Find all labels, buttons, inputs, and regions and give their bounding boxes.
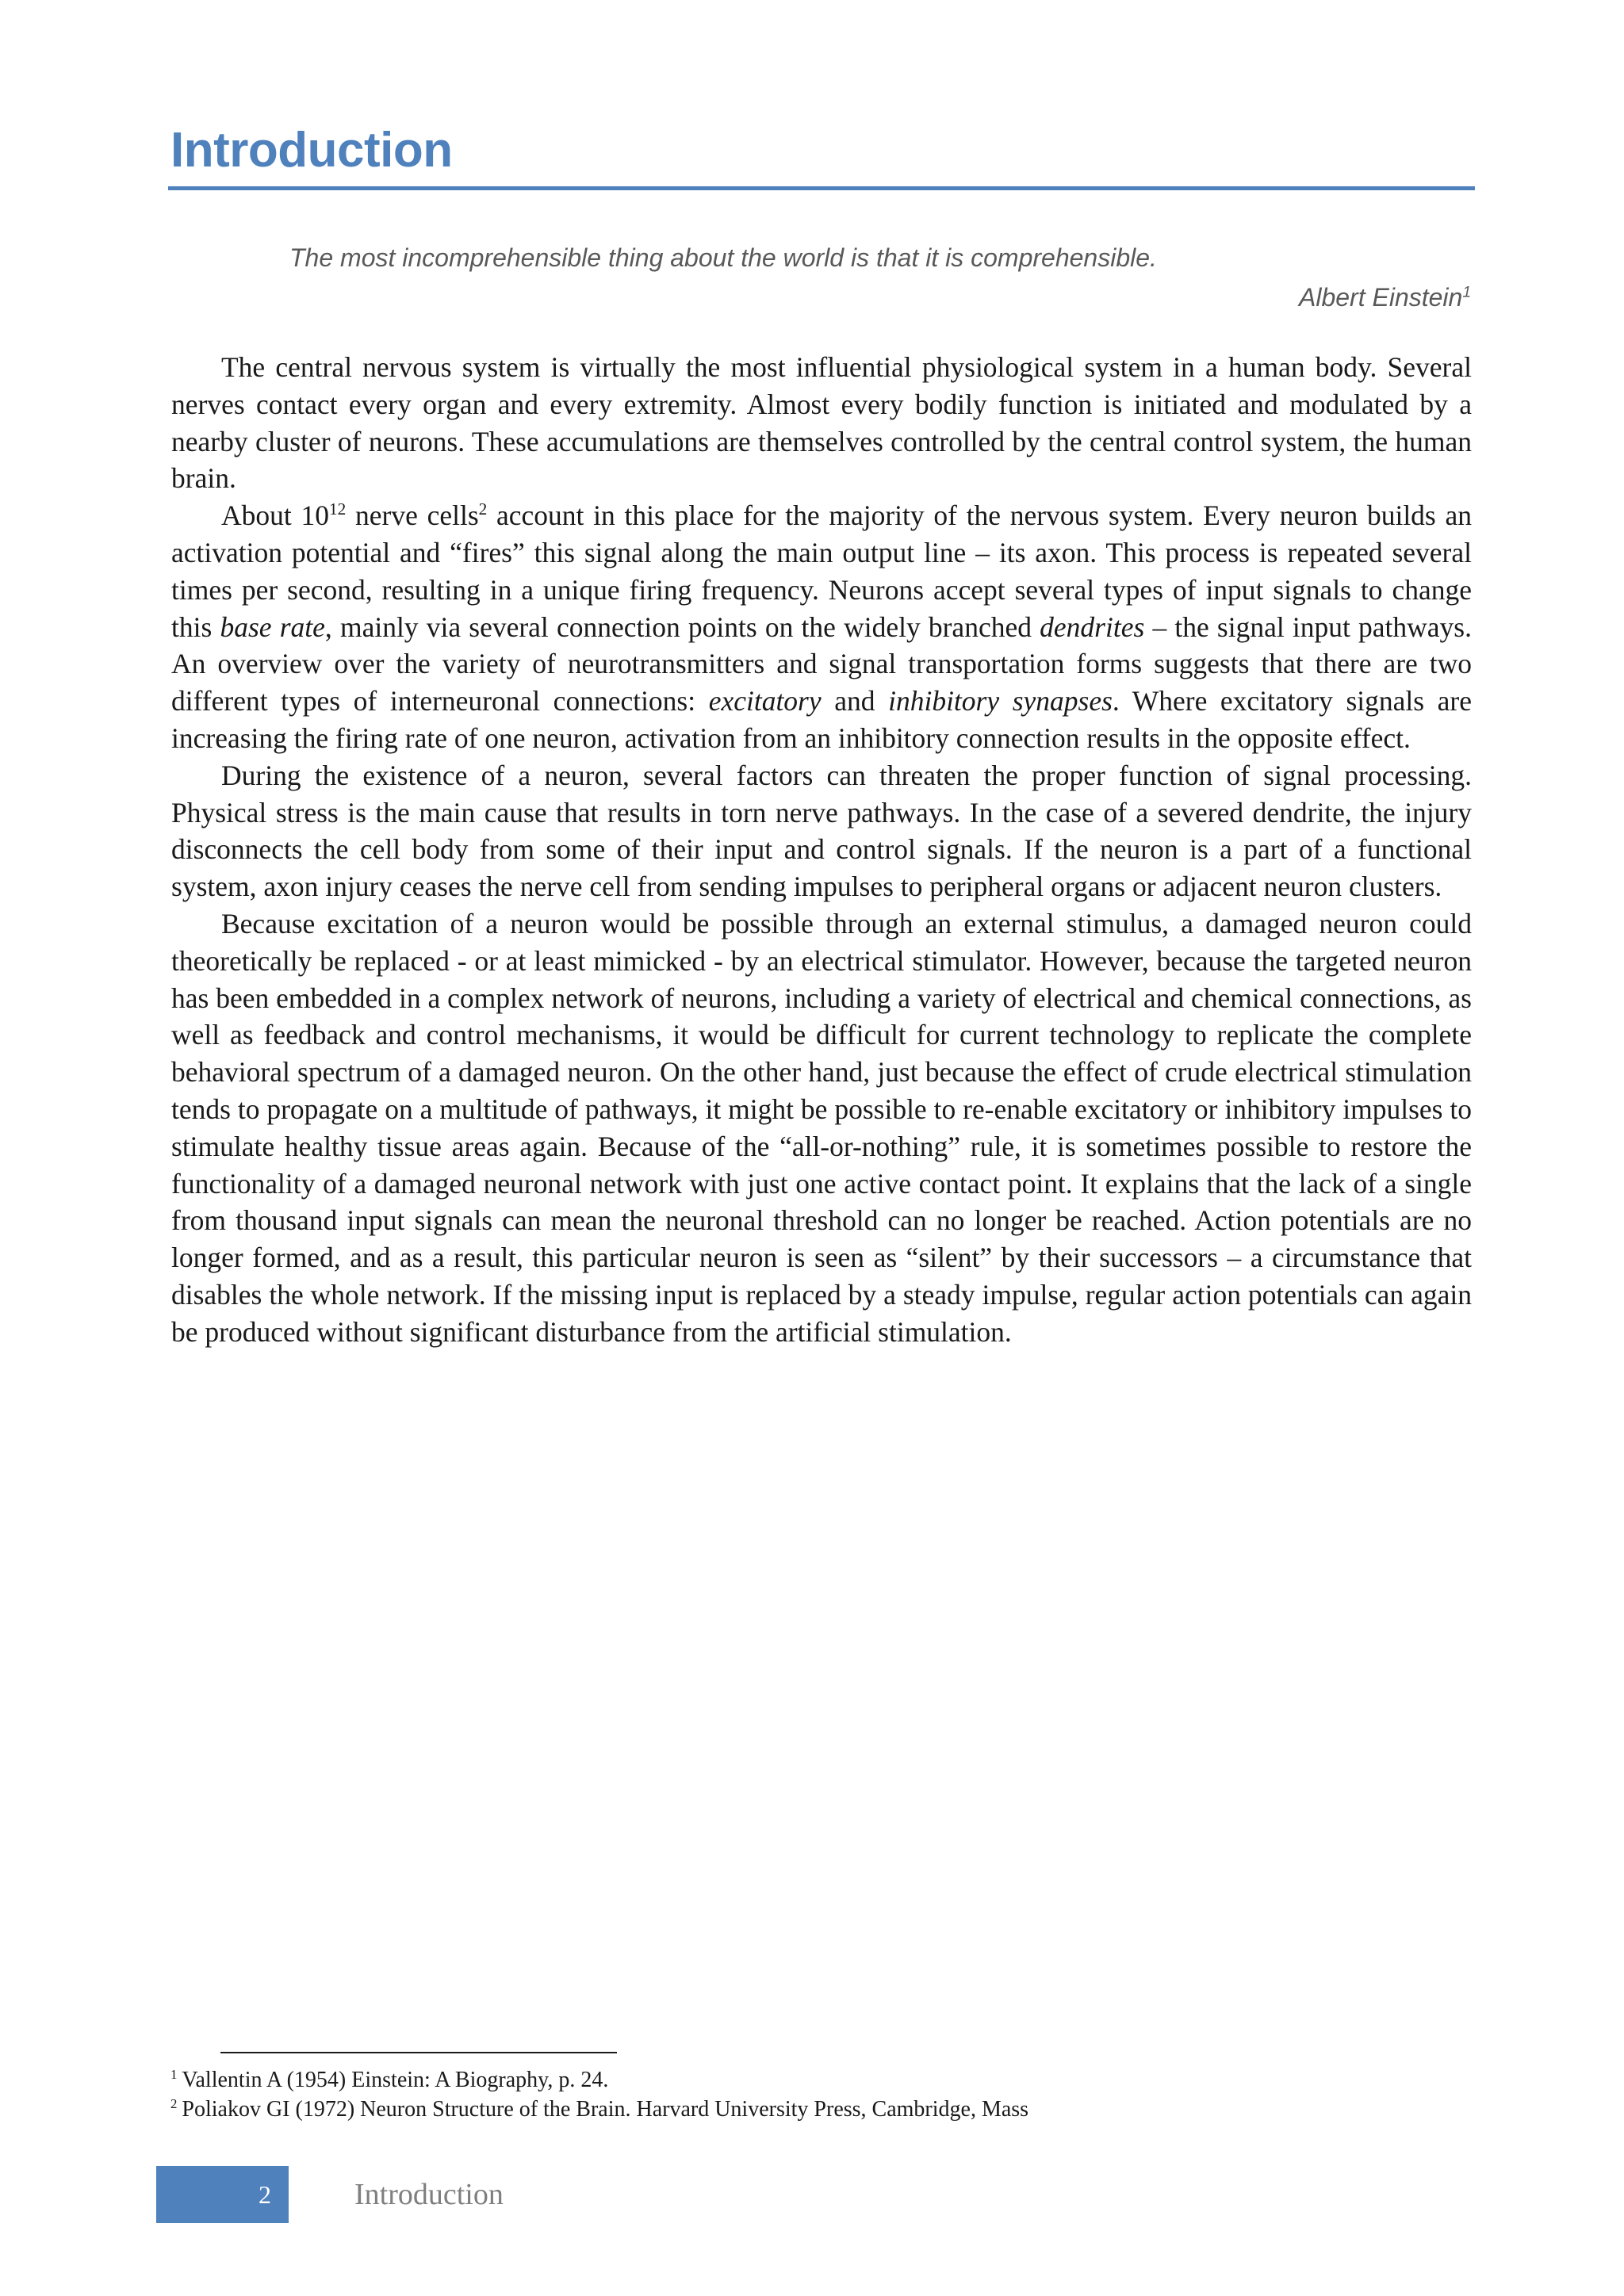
page-number: 2 bbox=[156, 2166, 289, 2223]
footnote-1-text: Vallentin A (1954) Einstein: A Biography, p. 24. bbox=[182, 2068, 609, 2092]
paragraph-1: The central nervous system is virtually the most influential physiological system in a human body. Several nerves contact every organ and every extremity. Almost every bodily function is initiated and modulated by a nearby cluster of neurons. These accumulations are themselves controlled by the central control system, the human brain. bbox=[171, 351, 1472, 495]
body-text bbox=[171, 349, 1472, 1351]
footnote-separator bbox=[220, 2052, 617, 2053]
footnote-2 bbox=[170, 2095, 1471, 2124]
p2-text-c: account in this place for the majority of the nervous system. Every neuron builds an activation potential and “fires” this signal along the main output line – its axon. This process is repeated several times per second, resulting in a unique firing frequency. Neurons accept several types of input signals to change this bbox=[171, 499, 1472, 643]
p2-text-f: and bbox=[821, 685, 889, 718]
footnote-2-text: Poliakov GI (1972) Neuron Structure of the Brain. Harvard University Press, Cambridge, Mass bbox=[182, 2097, 1029, 2122]
footnote-ref-1: 1 bbox=[1462, 284, 1471, 301]
epigraph bbox=[170, 238, 1471, 317]
paragraph-3: During the existence of a neuron, several factors can threaten the proper function of signal processing. Physical stress is the main cause that results in torn nerve pathways. In the case of a severed dendrite, the injury disconnects the cell body from some of their input and control signals. If the neuron is a part of a functional system, axon injury ceases the nerve cell from sending impulses to peripheral organs or adjacent neuron clusters. bbox=[171, 759, 1472, 903]
footnote-ref-2: 2 bbox=[478, 499, 488, 519]
paragraph-2 bbox=[171, 497, 1472, 757]
epigraph-author bbox=[170, 277, 1471, 317]
heading-underline bbox=[168, 186, 1475, 190]
page-heading: Introduction bbox=[170, 123, 453, 178]
footnote-1 bbox=[170, 2065, 1471, 2095]
exponent: 12 bbox=[328, 499, 347, 519]
p2-text-e: – the signal input pathways. An overview over the variety of neurotransmitters and signal transportation forms suggests that there are two different types of interneuronal connections: bbox=[171, 610, 1472, 718]
p2-text-d: , mainly via several connection points on the widely branched bbox=[324, 610, 1040, 643]
epigraph-quote: The most incomprehensible thing about the world is that it is comprehensible. bbox=[289, 243, 1157, 272]
p2-text-g: . Where excitatory signals are increasing the firing rate of one neuron, activation from an inhibitory connection results in the opposite effect. bbox=[171, 685, 1472, 754]
p2-text-a: About 10 bbox=[221, 499, 329, 532]
term-inhibitory-synapses: inhibitory synapses bbox=[888, 685, 1113, 718]
term-dendrites: dendrites bbox=[1040, 610, 1145, 643]
term-excitatory: excitatory bbox=[708, 685, 822, 718]
term-base-rate: base rate bbox=[220, 610, 325, 643]
paragraph-4: Because excitation of a neuron would be possible through an external stimulus, a damaged neuron could theoretically be replaced - or at least mimicked - by an electrical stimulator. However, because the targeted neuron has been embedded in a complex network of neurons, including a variety of electrical and chemical connections, as well as feedback and control mechanisms, it would be difficult for current technology to replicate the complete behavioral spectrum of a damaged neuron. On the other hand, just because the effect of crude electrical stimulation tends to propagate on a multitude of pathways, it might be possible to re-enable excitatory or inhibitory impulses to stimulate healthy tissue areas again. Because of the “all-or-nothing” rule, it is sometimes possible to restore the functionality of a damaged neuronal network with just one active contact point. It explains that the lack of a single from thousand input signals can mean the neuronal threshold can no longer be reached. Action potentials are no longer formed, and as a result, this particular neuron is seen as “silent” by their successors – a circumstance that disables the whole network. If the missing input is replaced by a steady impulse, regular action potentials can again be produced without significant disturbance from the artificial stimulation. bbox=[171, 907, 1472, 1348]
footer-section-title: Introduction bbox=[354, 2178, 504, 2211]
footnotes bbox=[170, 2065, 1471, 2124]
p2-text-b: nerve cells bbox=[346, 499, 479, 532]
epigraph-author-name: Albert Einstein bbox=[1299, 283, 1463, 312]
footnote-2-number: 2 bbox=[170, 2095, 178, 2111]
footnote-1-number: 1 bbox=[170, 2066, 178, 2082]
